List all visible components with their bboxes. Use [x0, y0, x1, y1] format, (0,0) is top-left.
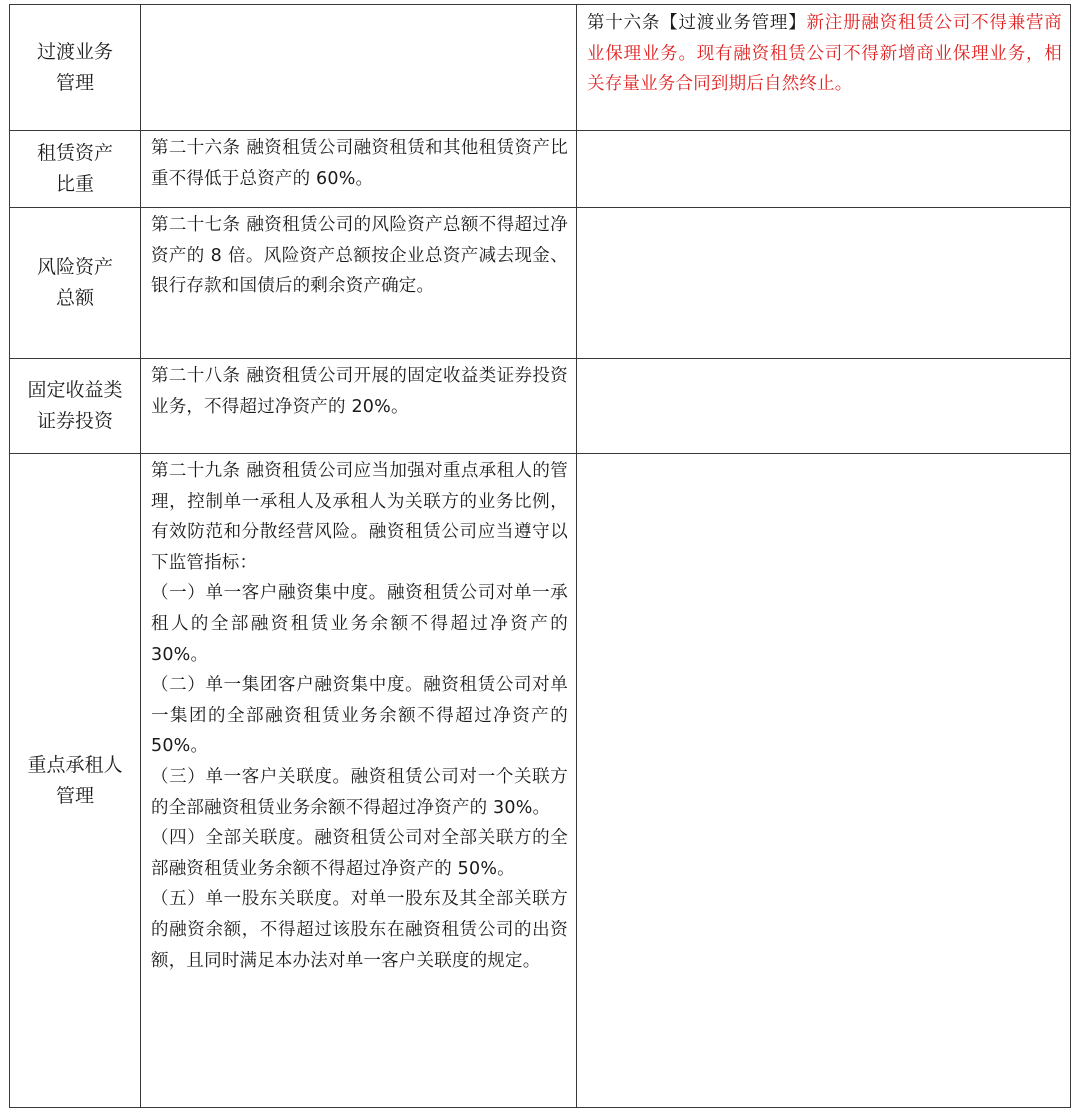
comparison-table — [9, 4, 1071, 1108]
new-provision-cell — [577, 359, 1071, 454]
new-provision-cell — [577, 208, 1071, 359]
new-provision-cell — [577, 5, 1071, 131]
old-provision-cell — [141, 5, 577, 131]
row-label-line: 重点承租人 — [27, 753, 123, 776]
amended-text: 新注册融资租赁公司不得兼营商业保理业务。现有融资租赁公司不得新增商业保理业务，相关存量业务合同到期后自然终止。 — [587, 13, 1062, 95]
row-label-cell — [10, 5, 141, 131]
table-row — [10, 5, 1071, 131]
row-label-line: 固定收益类 — [27, 379, 123, 401]
old-provision-cell — [141, 208, 577, 359]
provision-text: 第二十六条 融资租赁公司融资租赁和其他租赁资产比重不得低于总资产的 60%。 — [151, 138, 568, 189]
row-label-line: 管理 — [55, 71, 94, 94]
article-heading: 第十六条【过渡业务管理】 — [587, 13, 807, 33]
row-label-line: 风险资产 — [36, 256, 113, 278]
row-label-cell — [10, 131, 141, 208]
row-label-line: 证券投资 — [36, 410, 113, 432]
table-row — [10, 454, 1071, 1108]
provision-text: 第二十八条 融资租赁公司开展的固定收益类证券投资业务，不得超过净资产的 20%。 — [151, 366, 568, 417]
table-row — [10, 131, 1071, 208]
row-label-line: 租赁资产 — [36, 142, 113, 164]
provision-item: （一）单一客户融资集中度。融资租赁公司对单一承租人的全部融资租赁业务余额不得超过净资产的 30%。 — [151, 583, 568, 665]
old-provision-cell — [141, 131, 577, 208]
row-label-line: 管理 — [55, 784, 94, 807]
provision-item: （二）单一集团客户融资集中度。融资租赁公司对单一集团的全部融资租赁业务余额不得超过净资产的 50%。 — [151, 675, 568, 757]
row-label-cell — [10, 454, 141, 1108]
row-label-line: 总额 — [55, 287, 94, 309]
new-provision-cell — [577, 131, 1071, 208]
table-row — [10, 208, 1071, 359]
provision-item: （四）全部关联度。融资租赁公司对全部关联方的全部融资租赁业务余额不得超过净资产的 50%。 — [151, 828, 568, 879]
provision-text: 第二十七条 融资租赁公司的风险资产总额不得超过净资产的 8 倍。风险资产总额按企业总资产减去现金、银行存款和国债后的剩余资产确定。 — [151, 215, 568, 297]
row-label-cell — [10, 208, 141, 359]
row-label-line: 过渡业务 — [36, 40, 113, 63]
row-label-line: 比重 — [55, 173, 94, 195]
new-provision-cell — [577, 454, 1071, 1108]
old-provision-cell — [141, 359, 577, 454]
table-row — [10, 359, 1071, 454]
provision-item: （三）单一客户关联度。融资租赁公司对一个关联方的全部融资租赁业务余额不得超过净资产的 30%。 — [151, 766, 568, 818]
provision-paragraph: 第二十九条 融资租赁公司应当加强对重点承租人的管理，控制单一承租人及承租人为关联方的业务比例，有效防范和分散经营风险。融资租赁公司应当遵守以下监管指标： — [151, 461, 568, 573]
old-provision-cell — [141, 454, 577, 1108]
row-label-cell — [10, 359, 141, 454]
provision-item: （五）单一股东关联度。对单一股东及其全部关联方的融资余额，不得超过该股东在融资租赁公司的出资额，且同时满足本办法对单一客户关联度的规定。 — [151, 889, 568, 971]
